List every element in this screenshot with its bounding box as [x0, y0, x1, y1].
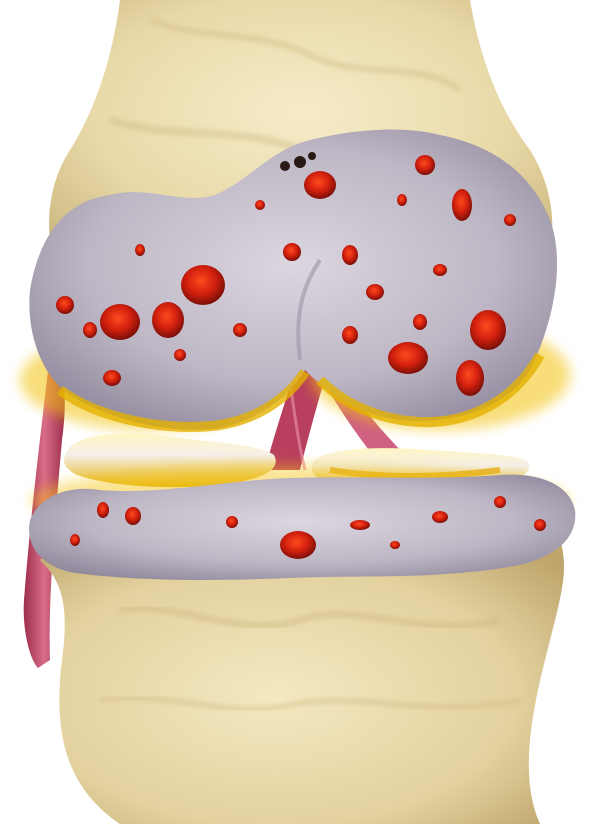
tibia: [40, 540, 564, 824]
tibial-plateau-eroded: [29, 465, 575, 580]
